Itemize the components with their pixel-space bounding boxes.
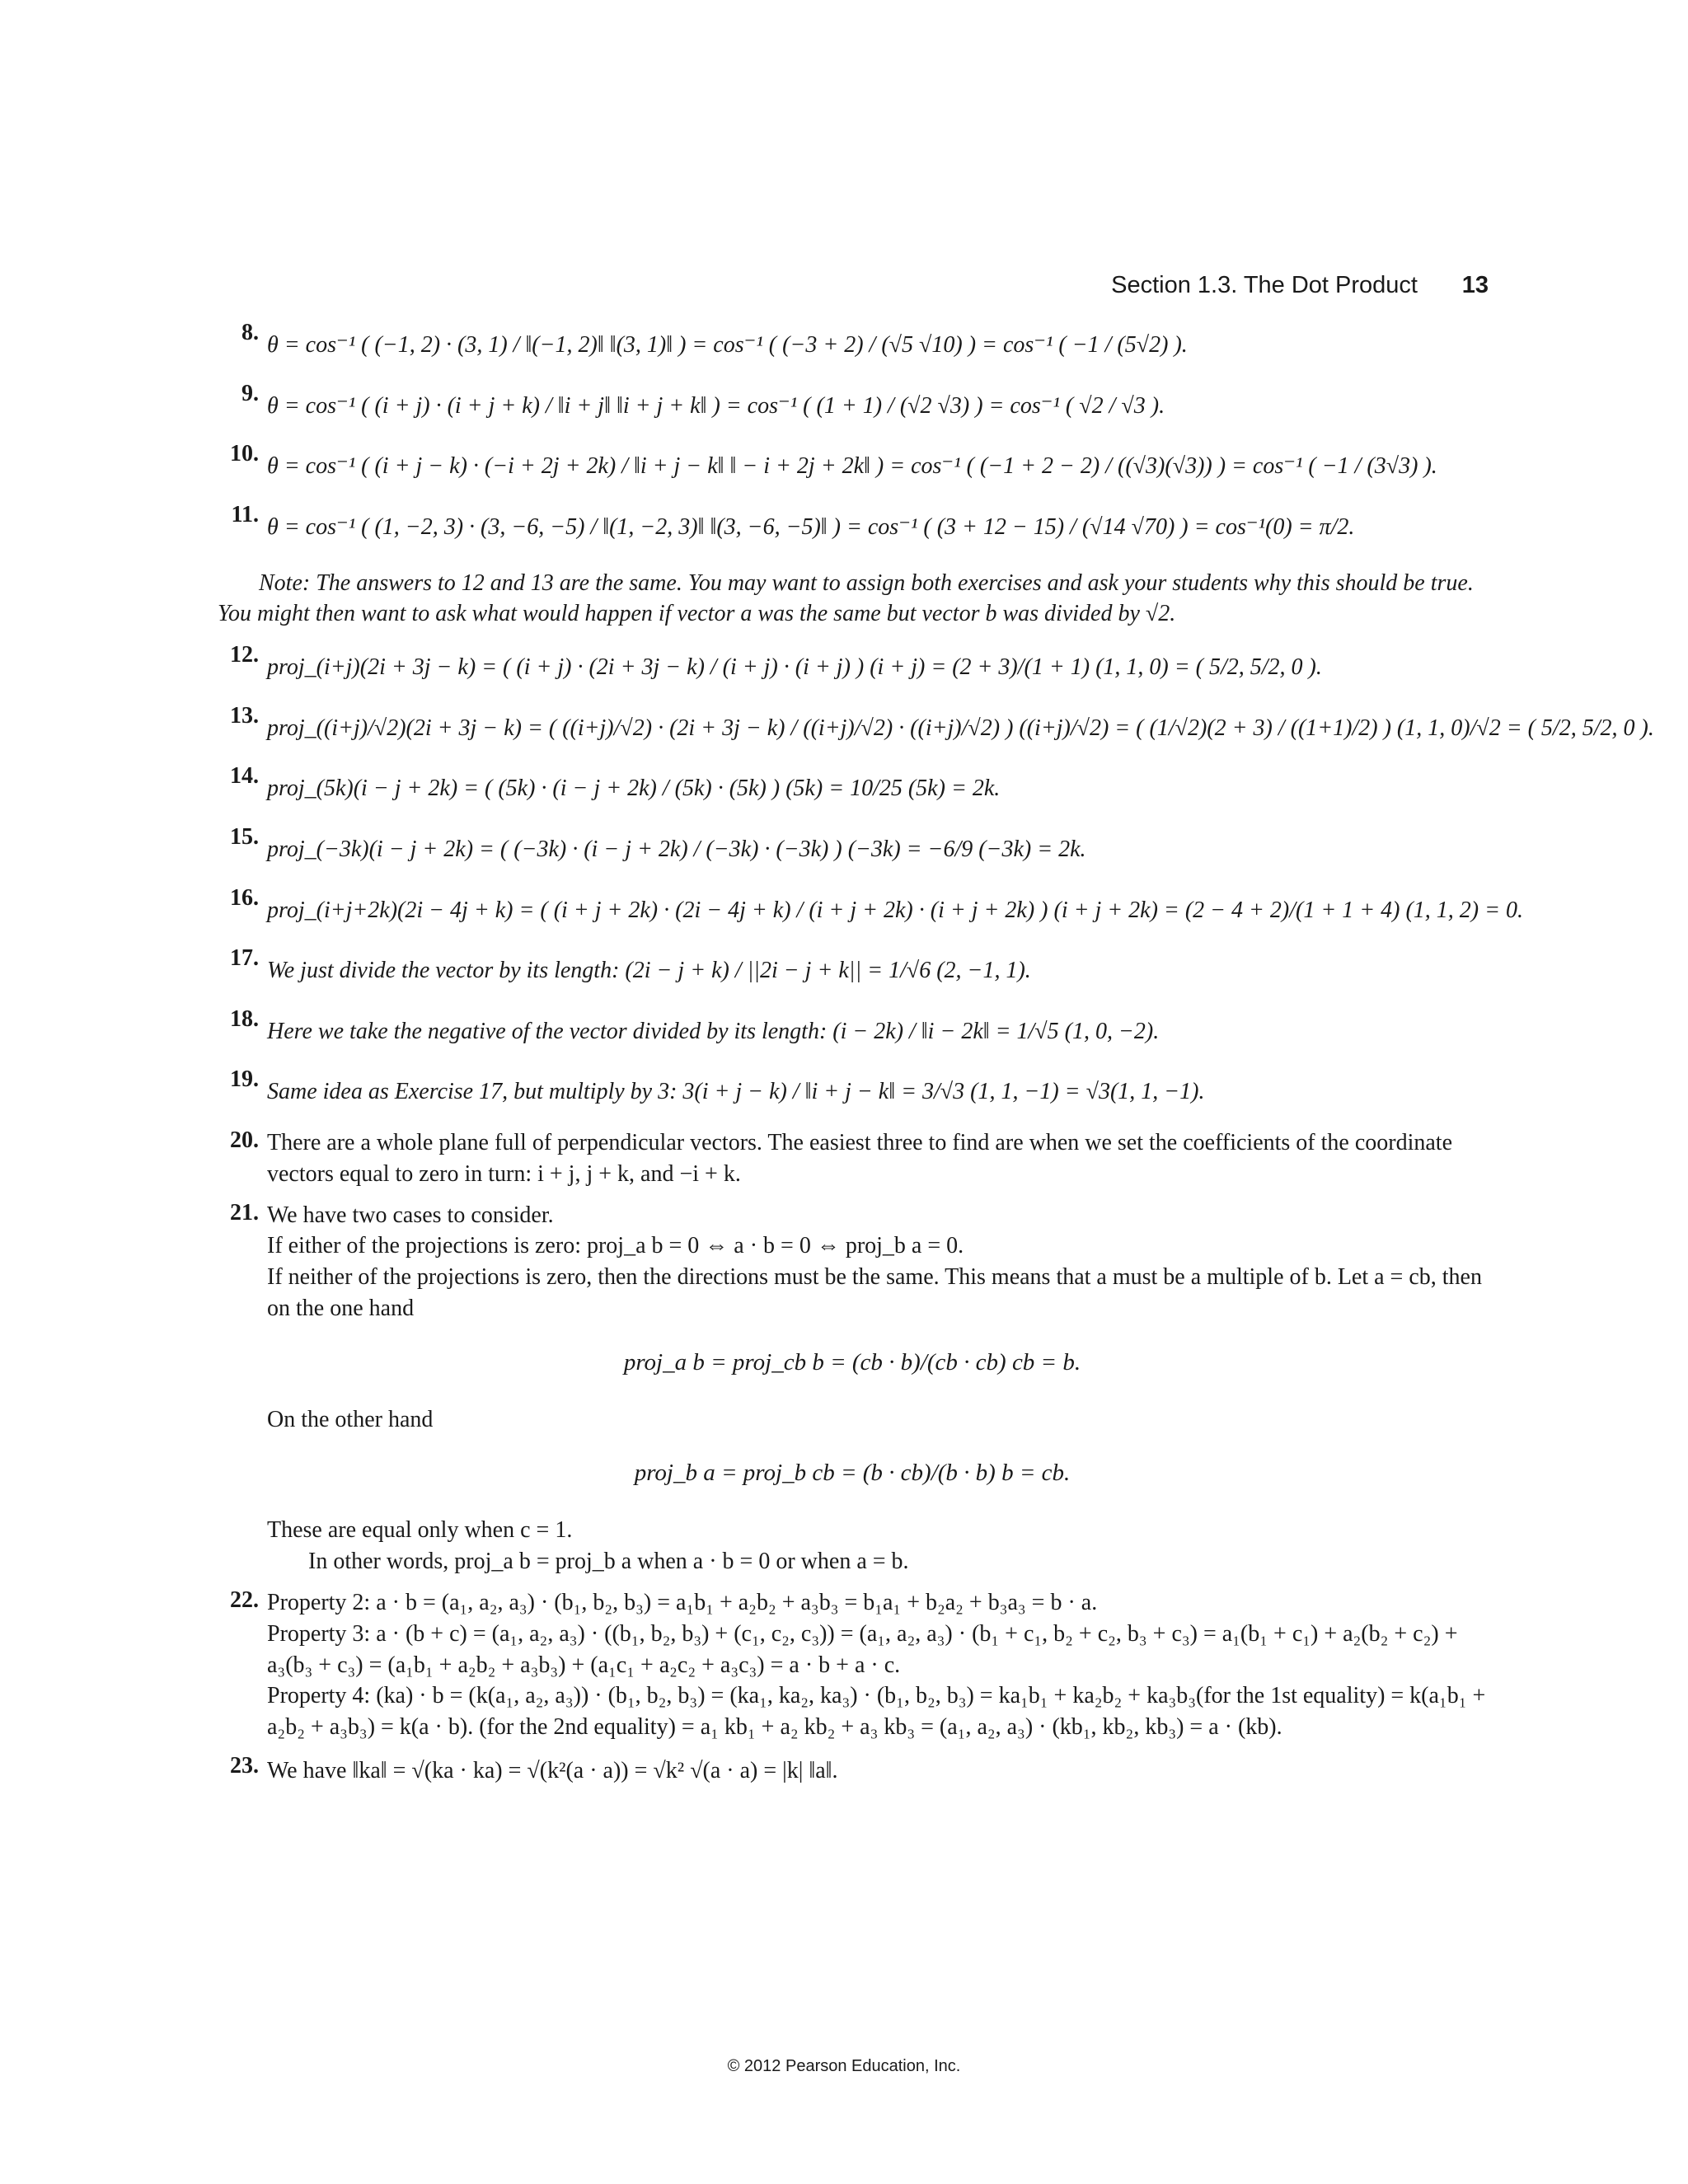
- exercise-number: 8.: [241, 320, 259, 345]
- exercise-14: [218, 763, 1487, 814]
- exercise-equation: proj_(5k)(i − j + 2k) = ( (5k) · (i − j + 2k) / (5k) · (5k) ) (5k) = 10/25 (5k) = 2k.: [267, 776, 1001, 802]
- exercise-equation: Here we take the negative of the vector divided by its length: (i − 2k) / ‖i − 2k‖ = 1/√5 (1, 0, −2).: [267, 1018, 1160, 1044]
- exercise-equation: θ = cos⁻¹ ( (−1, 2) · (3, 1) / ‖(−1, 2)‖ ‖(3, 1)‖ ) = cos⁻¹ ( (−3 + 2) / (√5 √10) ) = cos⁻¹ ( −1 / (5√2) ).: [267, 332, 1188, 358]
- exercise-text: These are equal only when c = 1.: [267, 1517, 573, 1544]
- exercise-equation: proj_(i+j)(2i + 3j − k) = ( (i + j) · (2i + 3j − k) / (i + j) · (i + j) ) (i + j) = (2 + 3)/(1 + 1) (1, 1, 0) = ( 5/2, 5/2, 0 ).: [267, 654, 1322, 681]
- exercise-equation: proj_(−3k)(i − j + 2k) = ( (−3k) · (i − j + 2k) / (−3k) · (−3k) ) (−3k) = −6/9 (−3k) = 2k.: [267, 836, 1086, 862]
- exercise-text: There are a whole plane full of perpendicular vectors. The easiest three to find are when we set the coefficients of the coordinate vectors equal to zero in turn: i + j, j + k, and −i + k.: [267, 1129, 1453, 1187]
- exercise-9: [218, 381, 1487, 432]
- instructor-note: Note: The answers to 12 and 13 are the same. You may want to assign both exercises and ask your students why this should be true. You might then want to ask what would happen if vector a was the same but vector b was divided by √2.: [218, 570, 1474, 626]
- exercise-number: 15.: [230, 823, 259, 850]
- exercise-18: [218, 1006, 1487, 1057]
- exercise-text: We have two cases to consider.: [267, 1202, 554, 1228]
- exercise-number: 20.: [230, 1127, 259, 1153]
- exercise-12: [218, 642, 1487, 693]
- property-2-text: Property 2: a · b = (a₁, a₂, a₃) · (b₁, b₂, b₃) = a₁b₁ + a₂b₂ + a₃b₃ = b₁a₁ + b₂a₂ + b₃a₃ = b · a.: [267, 1590, 1098, 1616]
- exercise-16: [218, 884, 1524, 936]
- property-3-text: Property 3: a · (b + c) = (a₁, a₂, a₃) · ((b₁, b₂, b₃) + (c₁, c₂, c₃)) = (a₁, a₂, a₃) · (b₁ + c₁, b₂ + c₂, b₃ + c₃) = a₁(b₁ + c₁) + a₂(b₂ + c₂) + a₃(b₃ + c₃) = (a₁b₁ + a₂b₂ + a₃b₃) + (a₁c₁ + a₂c₂ + a₃c₃) = a · b + a · c.: [267, 1620, 1458, 1678]
- display-equation: proj_a b = proj_cb b = (cb · b)/(cb · cb) cb = b.: [623, 1348, 1081, 1376]
- section-title: Section 1.3. The Dot Product: [1111, 272, 1418, 298]
- copyright-footer: © 2012 Pearson Education, Inc.: [727, 2057, 961, 2075]
- exercise-equation: We have ‖ka‖ = √(ka · ka) = √(k²(a · a)) = √k² √(a · a) = |k| ‖a‖.: [267, 1758, 838, 1784]
- exercise-number: 16.: [230, 884, 259, 911]
- property-4-text: Property 4: (ka) · b = (k(a₁, a₂, a₃)) · (b₁, b₂, b₃) = (ka₁, ka₂, ka₃) · (b₁, b₂, b₃) = ka₁b₁ + ka₂b₂ + ka₃b₃(for the 1st equality) = k(a₁b₁ + a₂b₂ + a₃b₃) = k(a · b). (for the 2nd equality) = a₁ kb₁ + a₂ kb₂ + a₃ kb₃ = (a₁, a₂, a₃) · (kb₁, kb₂, kb₃) = a · (kb).: [267, 1683, 1486, 1741]
- exercise-11: [218, 502, 1487, 553]
- solutions-content: [218, 320, 1654, 1798]
- exercise-number: 18.: [230, 1005, 259, 1032]
- exercise-19: [218, 1066, 1487, 1118]
- exercise-22: [218, 1587, 1487, 1743]
- running-header: [1080, 272, 1492, 305]
- exercise-number: 14.: [230, 763, 259, 790]
- exercise-15: [218, 824, 1487, 875]
- exercise-text: If either of the projections is zero: proj_a b = 0 ⇔ a · b = 0 ⇔ proj_b a = 0.: [267, 1233, 964, 1259]
- exercise-text: On the other hand: [267, 1406, 434, 1432]
- exercise-number: 13.: [230, 702, 259, 729]
- exercise-number: 9.: [241, 380, 259, 406]
- exercise-equation: θ = cos⁻¹ ( (1, −2, 3) · (3, −6, −5) / ‖(1, −2, 3)‖ ‖(3, −6, −5)‖ ) = cos⁻¹ ( (3 + 12 − 15) / (√14 √70) ) = cos⁻¹(0) = π/2.: [267, 513, 1355, 540]
- exercise-number: 11.: [231, 501, 259, 527]
- exercise-number: 23.: [230, 1753, 259, 1779]
- exercise-8: [218, 320, 1487, 371]
- exercise-23: [218, 1753, 1487, 1788]
- exercise-equation: proj_(i+j+2k)(2i − 4j + k) = ( (i + j + 2k) · (2i − 4j + k) / (i + j + 2k) · (i + j + 2k) ) (i + j + 2k) = (2 − 4 + 2)/(1 + 1 + 4) (1, 1, 2) = 0.: [267, 897, 1524, 923]
- exercise-number: 10.: [230, 441, 259, 467]
- exercise-equation: proj_((i+j)/√2)(2i + 3j − k) = ( ((i+j)/√2) · (2i + 3j − k) / ((i+j)/√2) · ((i+j)/√2) ) ((i+j)/√2) = ( (1/√2)(2 + 3) / ((1+1)/2) ) (1, 1, 0)/√2 = ( 5/2, 5/2, 0 ).: [267, 715, 1654, 741]
- exercise-equation: Same idea as Exercise 17, but multiply by 3: 3(i + j − k) / ‖i + j − k‖ = 3/√3 (1, 1, −1) = √3(1, 1, −1).: [267, 1079, 1205, 1105]
- exercise-number: 22.: [230, 1587, 259, 1614]
- exercise-number: 17.: [230, 945, 259, 972]
- display-equation: proj_b a = proj_b cb = (b · cb)/(b · b) b = cb.: [634, 1460, 1071, 1487]
- exercise-number: 21.: [230, 1199, 259, 1226]
- exercise-equation: We just divide the vector by its length: (2i − j + k) / ||2i − j + k|| = 1/√6 (2, −1, 1).: [267, 958, 1031, 984]
- exercise-13: [218, 702, 1654, 754]
- exercise-text: In other words, proj_a b = proj_b a when a · b = 0 or when a = b.: [308, 1549, 909, 1575]
- page-number: 13: [1461, 272, 1489, 298]
- exercise-equation: θ = cos⁻¹ ( (i + j − k) · (−i + 2j + 2k) / ‖i + j − k‖ ‖ − i + 2j + 2k‖ ) = cos⁻¹ ( (−1 + 2 − 2) / ((√3)(√3)) ) = cos⁻¹ ( −1 / (3√3) ).: [267, 453, 1437, 480]
- exercise-10: [218, 441, 1487, 492]
- exercise-17: [218, 945, 1487, 996]
- exercise-equation: θ = cos⁻¹ ( (i + j) · (i + j + k) / ‖i + j‖ ‖i + j + k‖ ) = cos⁻¹ ( (1 + 1) / (√2 √3) ) = cos⁻¹ ( √2 / √3 ).: [267, 392, 1165, 419]
- exercise-text: If neither of the projections is zero, then the directions must be the same. This means that a must be a multiple of b. Let a = cb, then on the one hand: [267, 1264, 1482, 1321]
- exercise-20: [218, 1127, 1487, 1190]
- exercise-number: 12.: [230, 642, 259, 668]
- exercise-21: [218, 1200, 1487, 1578]
- exercise-number: 19.: [230, 1066, 259, 1093]
